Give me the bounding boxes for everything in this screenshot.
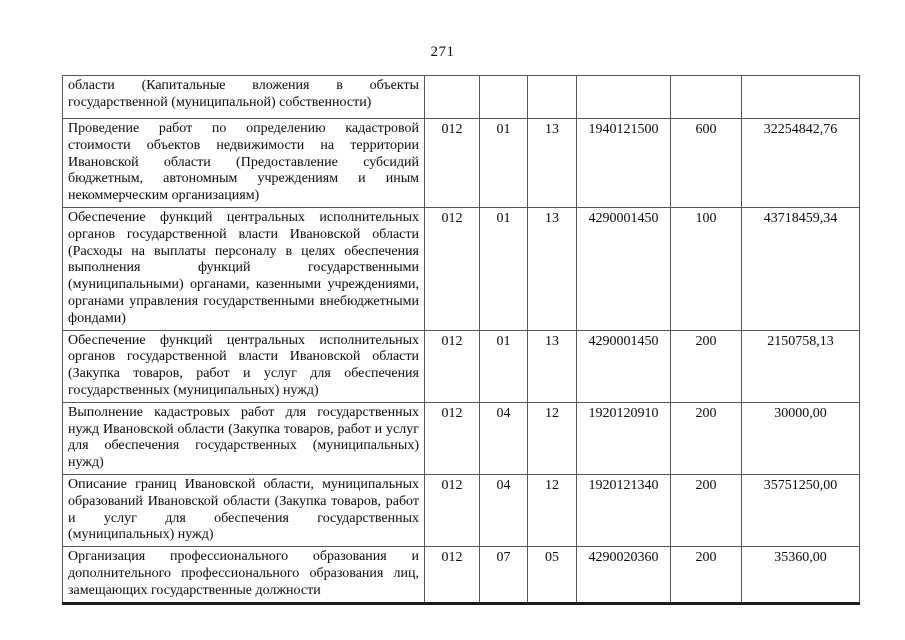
amount-cell [742,76,860,119]
section-code-cell: 04 [480,474,528,546]
expense-type-cell: 200 [671,474,742,546]
expense-type-cell: 100 [671,207,742,330]
amount-cell: 32254842,76 [742,119,860,208]
page-number: 271 [430,44,455,60]
subsection-code-cell: 13 [528,207,577,330]
target-article-cell: 1920120910 [577,402,671,474]
expense-name-cell: Описание границ Ивановской области, муниципальных образований Ивановской области (Закупка товаров, работ и услуг для обеспечения государственных (муниципальных) нужд) [63,474,425,546]
target-article-cell [577,76,671,119]
section-code-cell: 01 [480,119,528,208]
expense-type-cell: 200 [671,547,742,603]
expense-name-cell: Организация профессионального образования и дополнительного профессионального образования лиц, замещающих государственные должности [63,547,425,603]
table-row [63,119,860,208]
target-article-cell: 1920121340 [577,474,671,546]
grbs-code-cell [425,76,480,119]
amount-cell: 43718459,34 [742,207,860,330]
grbs-code-cell: 012 [425,474,480,546]
section-code-cell: 01 [480,207,528,330]
subsection-code-cell: 13 [528,119,577,208]
table-row [63,330,860,402]
budget-table [62,75,860,605]
expense-type-cell [671,76,742,119]
subsection-code-cell: 12 [528,402,577,474]
target-article-cell: 4290001450 [577,207,671,330]
subsection-code-cell: 05 [528,547,577,603]
grbs-code-cell: 012 [425,119,480,208]
section-code-cell: 01 [480,330,528,402]
expense-type-cell: 600 [671,119,742,208]
table-row [63,474,860,546]
subsection-code-cell [528,76,577,119]
subsection-code-cell: 12 [528,474,577,546]
table-row [63,207,860,330]
section-code-cell [480,76,528,119]
grbs-code-cell: 012 [425,402,480,474]
amount-cell: 35751250,00 [742,474,860,546]
target-article-cell: 1940121500 [577,119,671,208]
expense-name-cell: Проведение работ по определению кадастровой стоимости объектов недвижимости на территории Ивановской области (Предоставление субсидий бюджетным, автономным учреждениям и иным некоммерческим организациям) [63,119,425,208]
expense-name-cell: Выполнение кадастровых работ для государственных нужд Ивановской области (Закупка товаров, работ и услуг для обеспечения государственных (муниципальных) нужд) [63,402,425,474]
expense-name-cell: области (Капитальные вложения в объекты государственной (муниципальной) собственности) [63,76,425,119]
section-code-cell: 04 [480,402,528,474]
grbs-code-cell: 012 [425,547,480,603]
section-code-cell: 07 [480,547,528,603]
table-row [63,402,860,474]
table-row [63,76,860,119]
expense-type-cell: 200 [671,402,742,474]
expense-name-cell: Обеспечение функций центральных исполнительных органов государственной власти Ивановской области (Закупка товаров, работ и услуг для обеспечения государственных (муниципальных) нужд) [63,330,425,402]
table-row [63,547,860,603]
expense-name-cell: Обеспечение функций центральных исполнительных органов государственной власти Ивановской области (Расходы на выплаты персоналу в целях обеспечения выполнения функций государственными (муниципальными) органами, казенными учреждениями, органами управления государственными внебюджетными фондами) [63,207,425,330]
target-article-cell: 4290020360 [577,547,671,603]
grbs-code-cell: 012 [425,207,480,330]
amount-cell: 2150758,13 [742,330,860,402]
amount-cell: 30000,00 [742,402,860,474]
target-article-cell: 4290001450 [577,330,671,402]
grbs-code-cell: 012 [425,330,480,402]
expense-type-cell: 200 [671,330,742,402]
amount-cell: 35360,00 [742,547,860,603]
subsection-code-cell: 13 [528,330,577,402]
